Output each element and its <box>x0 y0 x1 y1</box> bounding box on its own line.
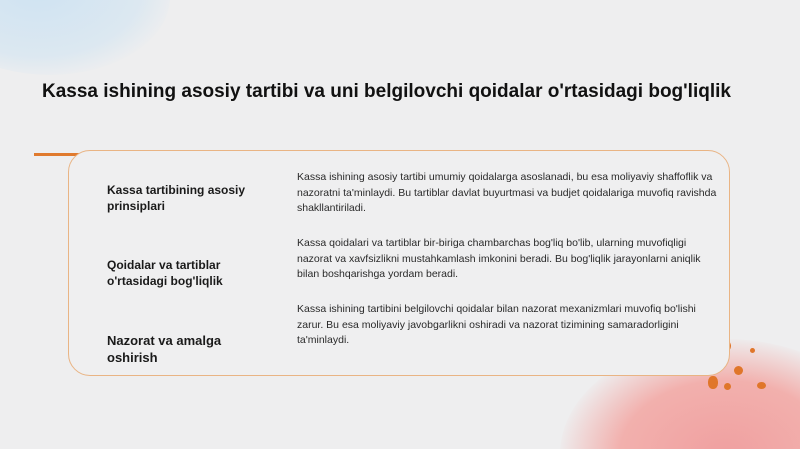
row-label: Qoidalar va tartiblar o'rtasidagi bog'liqlik <box>107 258 223 288</box>
decorative-dot <box>724 383 731 390</box>
decorative-blue-blob <box>0 0 170 75</box>
decorative-dot <box>734 366 743 375</box>
decorative-dot <box>708 376 718 389</box>
decorative-dot <box>757 382 766 389</box>
row-label: Kassa tartibining asosiy prinsiplari <box>107 183 246 213</box>
row-description: Kassa qoidalari va tartiblar bir-biriga chambarchas bog'liq bo'lib, ularning muvofiqligi nazorat va xavfsizlikni mustahkamlash imkonini beradi. Bu bog'liqlik jarayonlarni aniqlik bilan boshqarishga yordam beradi. <box>297 237 701 280</box>
content-panel <box>68 150 730 376</box>
slide-title: Kassa ishining asosiy tartibi va uni belgilovchi qoidalar o'rtasidagi bog'liqlik <box>42 81 731 102</box>
row-label: Nazorat va amalga oshirish <box>107 333 222 365</box>
row-description: Kassa ishining asosiy tartibi umumiy qoidalarga asoslanadi, bu esa moliyaviy shaffoflik va nazoratni ta'minlaydi. Bu tartiblar davlat buyurtmasi va budjet qoidalariga muvofiq ravishda shakllantiriladi. <box>297 171 717 214</box>
decorative-dot <box>750 348 755 353</box>
row-description: Kassa ishining tartibini belgilovchi qoidalar bilan nazorat mexanizmlari muvofiq bo'lishi zarur. Bu esa moliyaviy javobgarlikni oshiradi va nazorat tizimining samaradorligini ta'minlaydi. <box>297 303 696 346</box>
